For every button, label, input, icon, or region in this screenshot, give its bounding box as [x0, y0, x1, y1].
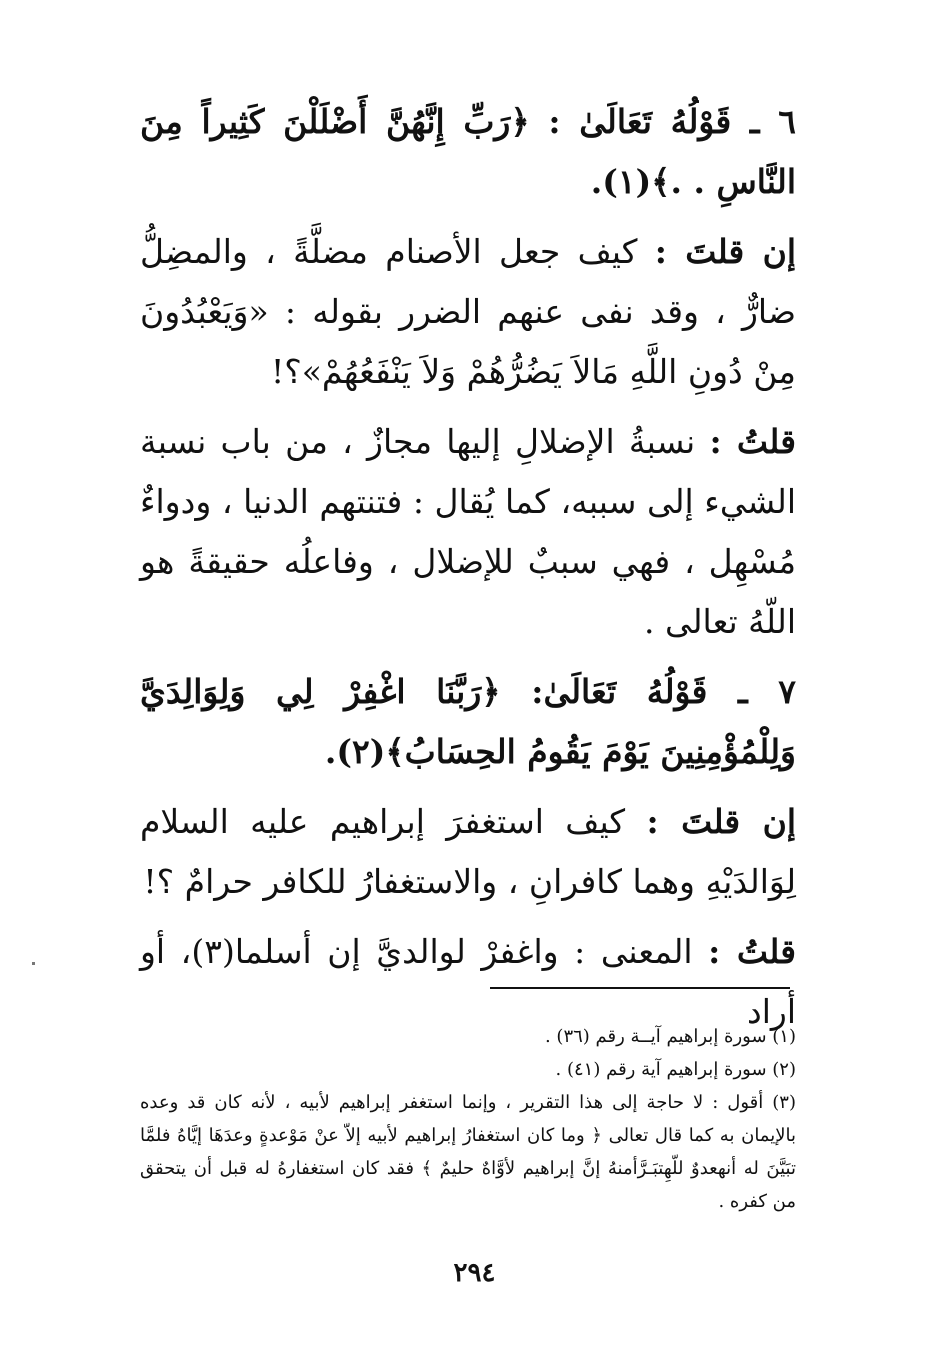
paragraph-verse-6: [140, 92, 796, 212]
question-2-text: كيف استغفرَ إبراهيم عليه السلام لِوَالدَيْهِ وهما كافرانِ ، والاستغفارُ للكافر حرامٌ ؟!: [140, 802, 796, 901]
footnotes: [140, 1020, 796, 1218]
question-1-label: إن قلتَ :: [654, 232, 796, 271]
answer-1-label: قلتُ :: [709, 422, 796, 461]
margin-speck: [32, 962, 35, 965]
answer-1-text: نسبةُ الإضلالِ إليها مجازٌ ، من باب نسبة الشيء إلى سببه، كما يُقال : فتنتهم الدنيا ، ودواءٌ مُسْهِل ، فهي سببٌ للإضلال ، وفاعلُه حقيقةً هو اللّهُ تعالى .: [140, 422, 796, 641]
verse-7-heading: ٧ ـ قَوْلُهُ تَعَالَىٰ:: [531, 672, 797, 711]
question-2-label: إن قلتَ :: [646, 802, 796, 841]
question-1-text: كيف جعل الأصنام مضلَّةً ، والمضِلُّ ضارٌّ ، وقد نفى عنهم الضرر بقوله : «وَيَعْبُدُونَ مِنْ دُونِ اللَّهِ مَالاَ يَضُرُّهُمْ وَلاَ يَنْفَعُهُمْ»؟!: [140, 232, 796, 391]
paragraph-question-2: [140, 792, 796, 912]
footnote-2: (٢) سورة إبراهيم آية رقم (٤١) .: [555, 1059, 796, 1080]
footnote-1: (١) سورة إبراهيم آيــة رقم (٣٦) .: [544, 1026, 796, 1047]
footnote-3: (٣) أقول : لا حاجة إلى هذا التقرير ، وإنما استغفر إبراهيم لأبيه ، لأنه كان قد وعده بالإيمان به كما قال تعالى ﴿ وما كان استغفارُ إبراهيم لأبيه إلاّ عنْ مَوْعدةٍ وعدَهَا إيَّاهُ فلمَّا تبَيَّنَ له أنهعدوٌ للّهِتبَـرَّأمنهُ إنَّ إبراهيم لأوَّاهٌ حليمٌ ﴾ فقد كان استغفارهُ له قبل أن يتحقق من كفره .: [140, 1092, 796, 1212]
page-number: ٢٩٤: [453, 1258, 496, 1288]
answer-2-text: المعنى : واغفرْ لوالديَّ إن أسلما(٣)، أو أراد: [140, 932, 796, 1031]
verse-7-text: ﴿رَبَّنَا اغْفِرْ لِي وَلِوَالِدَيَّ وَلِلْمُؤْمِنِينَ يَوْمَ يَقُومُ الحِسَابُ﴾(٢).: [140, 672, 796, 771]
paragraph-answer-1: [140, 412, 796, 652]
verse-6-text: ﴿رَبِّ إِنَّهُنَّ أَضْلَلْنَ كَثِيراً مِنَ النَّاسِ . .﴾(١).: [140, 102, 796, 201]
paragraph-question-1: [140, 222, 796, 402]
paragraph-verse-7: [140, 662, 796, 782]
footnote-separator: [490, 987, 790, 989]
verse-6-heading: ٦ ـ قَوْلُهُ تَعَالَىٰ :: [548, 102, 796, 141]
answer-2-label: قلتُ :: [708, 932, 797, 971]
